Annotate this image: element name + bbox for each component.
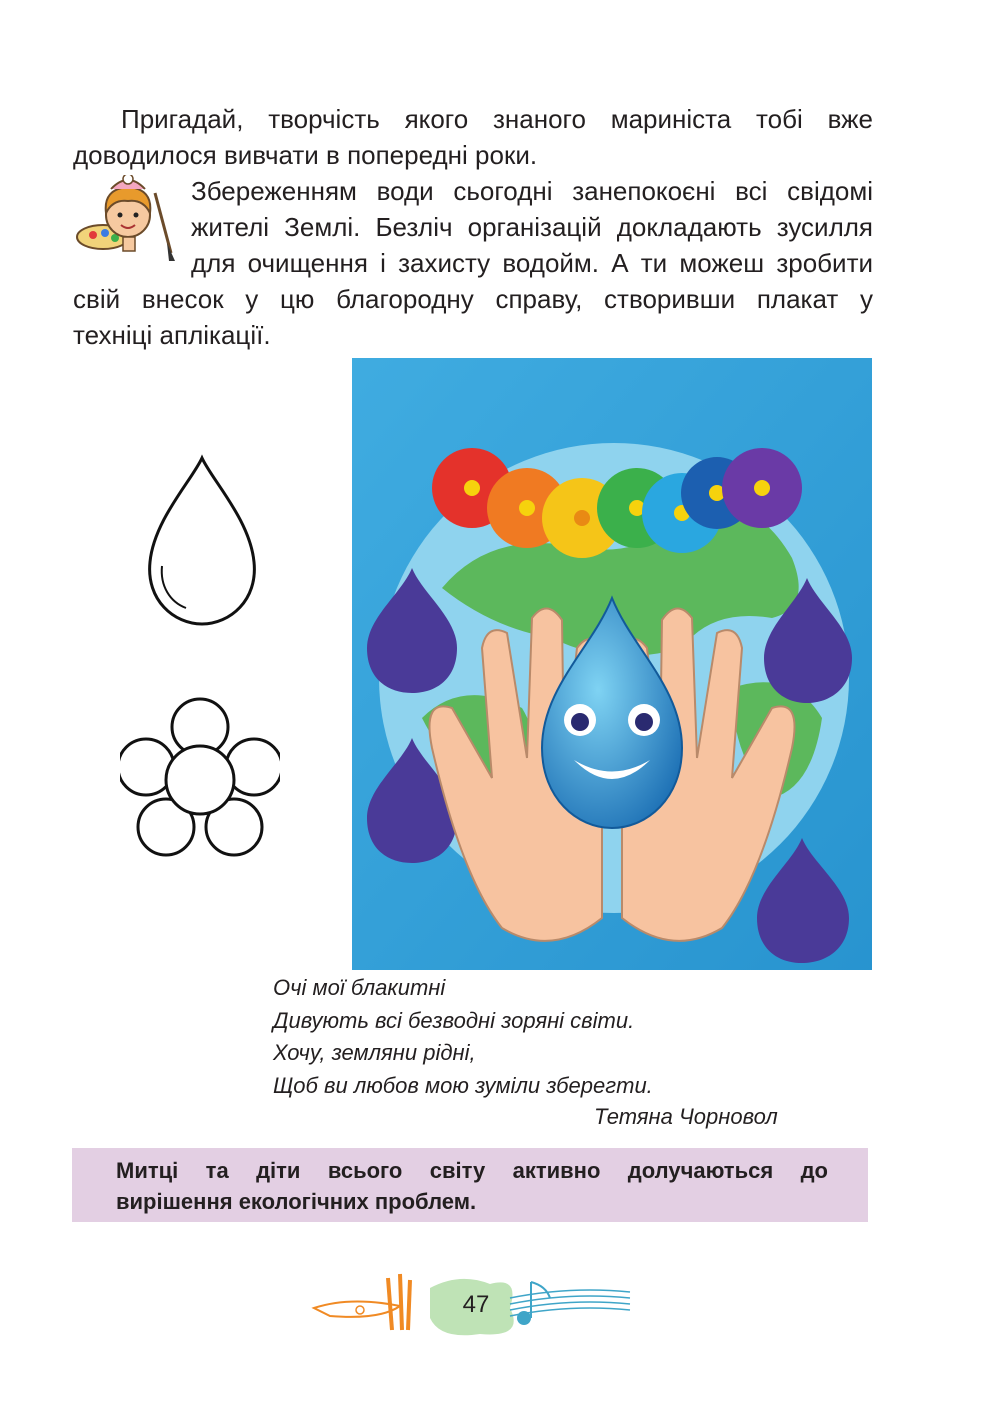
flower-template-icon: [120, 695, 280, 860]
note-line: Митці та діти всього світу активно долучаються до: [116, 1158, 828, 1183]
water-paragraph-continued: [73, 281, 873, 353]
water-paragraph-line: жителі Землі. Безліч організацій докладають зусилля: [191, 212, 873, 242]
water-poster-illustration: [352, 358, 872, 970]
water-paragraph-line: техніці аплікації.: [73, 320, 271, 350]
water-paragraph-line: свій внесок у цю благородну справу, створивши плакат у: [73, 284, 873, 314]
water-drop-template-icon: [140, 450, 264, 630]
poem-line: Дивують всі безводні зоряні світи.: [273, 1007, 635, 1033]
poem: [273, 972, 653, 1102]
highlight-note: [72, 1148, 868, 1222]
artist-mascot-icon: [73, 175, 183, 265]
poem-line: Очі мої блакитні: [273, 975, 446, 1000]
note-line: вирішення екологічних проблем.: [116, 1189, 477, 1214]
water-paragraph: [191, 173, 873, 281]
poem-author: Тетяна Чорновол: [594, 1104, 778, 1129]
intro-paragraph: Пригадай, творчість якого знаного мариніста тобі вже доводилося вивчати в попередні роки.: [73, 104, 873, 170]
water-paragraph-line: для очищення і захисту водойм. А ти можеш зробити: [191, 248, 873, 278]
water-paragraph-line: Збереженням води сьогодні занепокоєні всі свідомі: [191, 176, 873, 206]
poem-line: Хочу, земляни рідні,: [273, 1040, 476, 1065]
page-number: 47: [462, 1291, 490, 1318]
poem-line: Щоб ви любов мою зуміли зберегти.: [273, 1072, 653, 1098]
